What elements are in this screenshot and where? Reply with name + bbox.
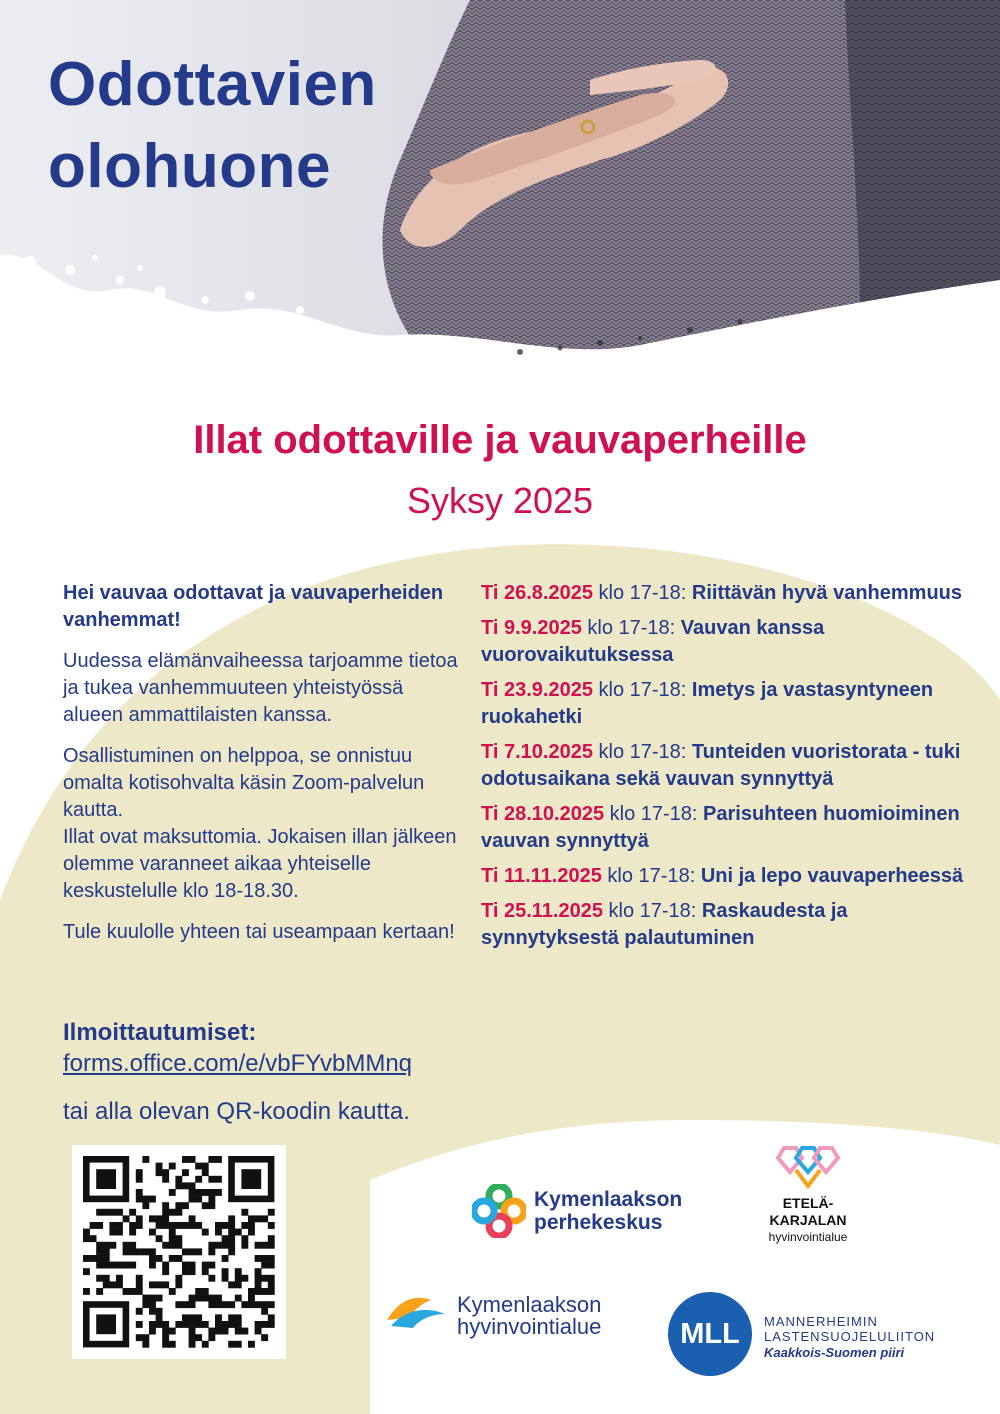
event-date: Ti 28.10.2025 [481, 803, 605, 825]
etela-karjala-logo-icon [760, 1140, 856, 1192]
event-time: klo 17-18: [604, 803, 704, 825]
intro-paragraph-2a: Osallistuminen on helppoa, se onnistuu omalta kotisohvalta käsin Zoom-palvelun kautta. [63, 745, 425, 821]
page-title [48, 44, 377, 208]
ekarj-line-3: hyvinvointialue [768, 1230, 848, 1244]
event-date: Ti 23.9.2025 [481, 679, 593, 701]
hyvinvointialue-line-1: Kymenlaakson [457, 1292, 602, 1317]
event-time: klo 17-18: [592, 582, 692, 604]
ekarj-line-2: KARJALAN [769, 1212, 847, 1228]
event-topic: Vauvan kanssa vuorovaikutuksessa [481, 617, 825, 666]
event-topic: Riittävän hyvä vanhemmuus [691, 582, 962, 604]
event-time: klo 17-18: [581, 617, 681, 639]
event-date: Ti 7.10.2025 [481, 741, 593, 763]
event-time: klo 17-18: [601, 865, 701, 887]
registration-label: Ilmoittautumiset: [63, 1019, 257, 1046]
kymenlaakson-perhekeskus-logo [472, 1184, 683, 1243]
event-topic: Raskaudesta ja synnytyksestä palautuminen [481, 900, 848, 949]
event-date: Ti 25.11.2025 [481, 900, 603, 922]
greeting: Hei vauvaa odottavat ja vauvaperheiden vanhemmat! [63, 582, 444, 631]
etela-karjalan-logo [760, 1140, 870, 1244]
event-topic: Imetys ja vastasyntyneen ruokahetki [481, 679, 934, 728]
main-headline: Illat odottaville ja vauvaperheille [193, 418, 807, 462]
qr-instruction: tai alla olevan QR-koodin kautta. [63, 1098, 410, 1125]
perhekeskus-line-1: Kymenlaakson [534, 1188, 683, 1211]
event-item [481, 863, 971, 890]
event-schedule [481, 580, 971, 960]
intro-paragraph-2b: Illat ovat maksuttomia. Jokaisen illan jälkeen olemme varanneet aikaa yhteiselle keskustelulle klo 18-18.30. [63, 826, 457, 902]
hero-image [0, 0, 1000, 390]
mll-line-3: Kaakkois-Suomen piiri [764, 1345, 905, 1360]
event-item [481, 739, 971, 793]
perhekeskus-logo-icon [472, 1184, 526, 1238]
event-topic: Tunteiden vuoristorata - tuki odotusaikana sekä vauvan synnyttyä [481, 741, 961, 790]
sub-headline: Syksy 2025 [406, 480, 594, 521]
registration [63, 1018, 493, 1080]
title-line-1: Odottavien [48, 50, 377, 119]
event-date: Ti 26.8.2025 [481, 582, 593, 604]
event-date: Ti 9.9.2025 [481, 617, 582, 639]
intro-paragraph-3: Tule kuulolle yhteen tai useampaan kertaan! [63, 921, 455, 943]
mll-line-2: LASTENSUOJELULIITON [764, 1329, 936, 1344]
kymenlaakson-hyvinvointialue-logo [385, 1290, 602, 1339]
event-date: Ti 11.11.2025 [481, 865, 602, 887]
title-line-2: olohuone [48, 132, 331, 201]
hyvinvointialue-line-2: hyvinvointialue [457, 1314, 602, 1339]
wave-logo-icon [385, 1290, 451, 1330]
qr-code-icon[interactable] [72, 1145, 286, 1359]
event-item [481, 677, 971, 731]
event-time: klo 17-18: [602, 900, 702, 922]
intro-paragraph-2 [63, 743, 463, 905]
event-item [481, 615, 971, 669]
event-topic: Uni ja lepo vauvaperheessä [700, 865, 964, 887]
event-time: klo 17-18: [592, 741, 692, 763]
event-item [481, 801, 971, 855]
event-item [481, 898, 971, 952]
intro-paragraph-1: Uudessa elämänvaiheessa tarjoamme tietoa ja tukea vanhemmuuteen yhteistyössä alueen ammattilaisten kanssa. [63, 650, 458, 726]
intro-text [63, 580, 463, 960]
event-topic: Parisuhteen huomioiminen vauvan synnyttyä [481, 803, 960, 852]
event-item [481, 580, 971, 607]
mll-line-1: MANNERHEIMIN [764, 1314, 878, 1329]
ekarj-line-1: ETELÄ- [782, 1195, 834, 1211]
mll-badge: MLL [668, 1292, 752, 1376]
registration-link[interactable]: forms.office.com/e/vbFYvbMMnq [63, 1050, 413, 1077]
event-time: klo 17-18: [592, 679, 692, 701]
perhekeskus-line-2: perhekeskus [534, 1211, 663, 1234]
